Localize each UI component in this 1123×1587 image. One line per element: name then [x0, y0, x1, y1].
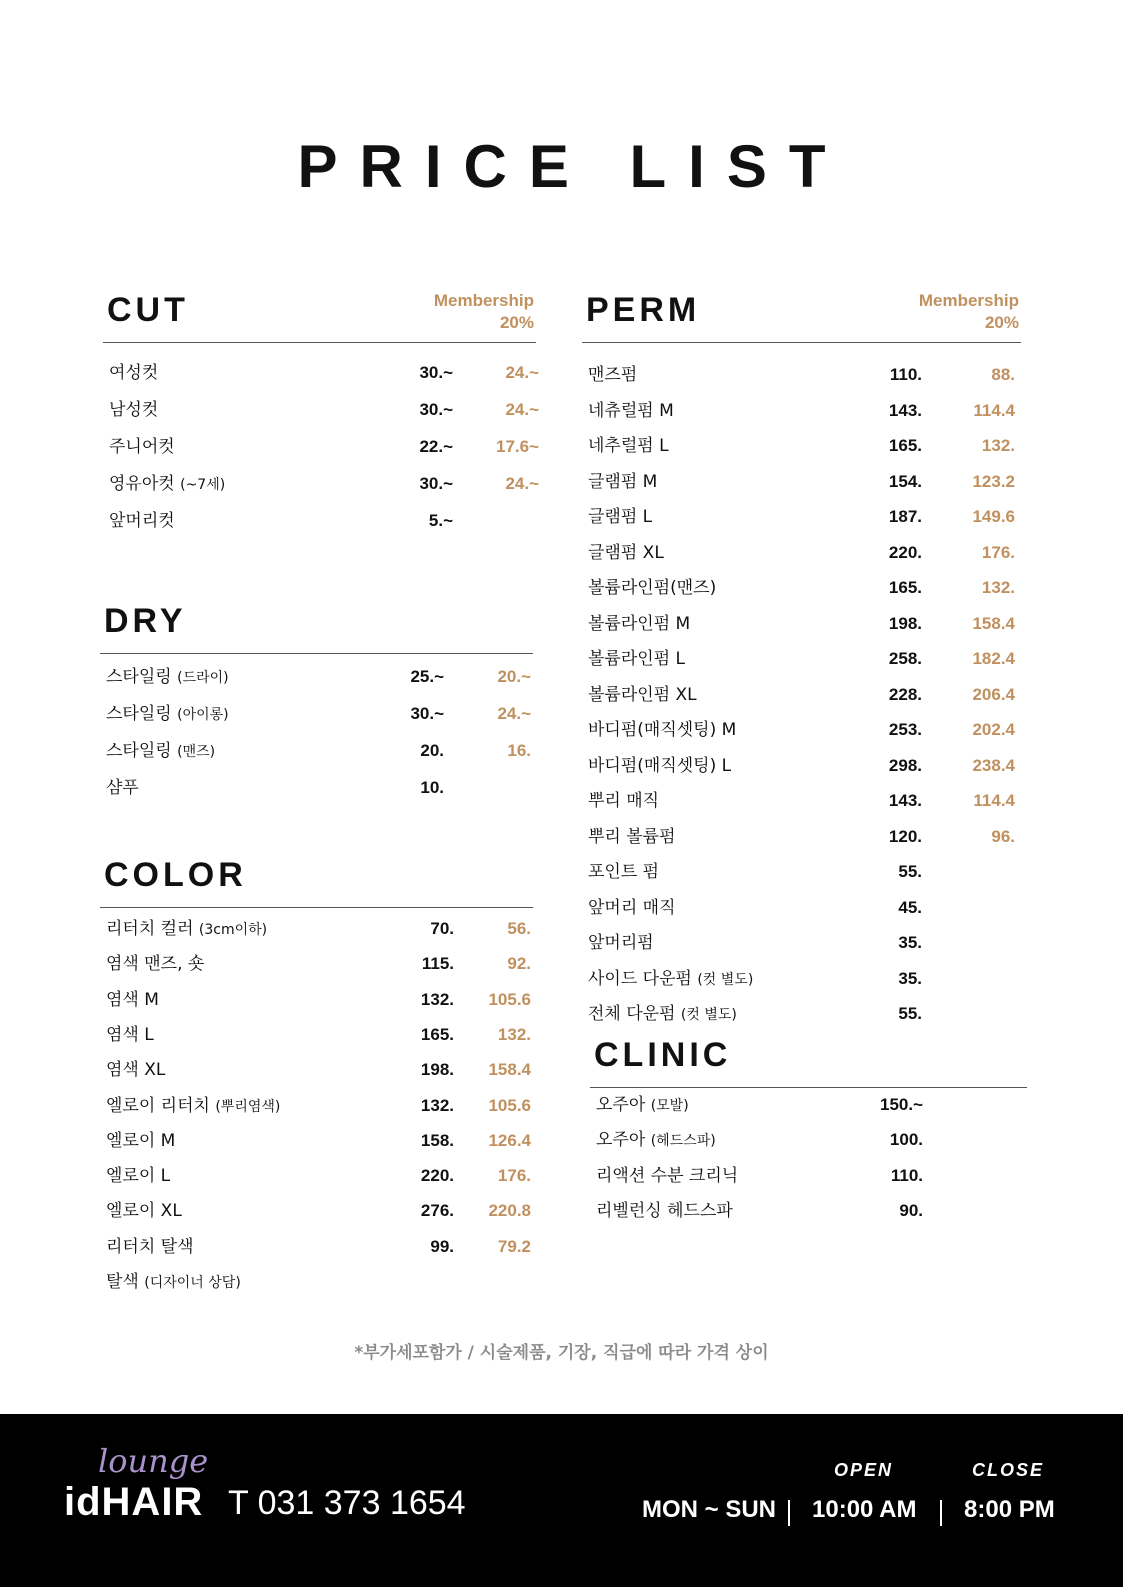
tax-note: *부가세포함가 / 시술제품, 기장, 직급에 따라 가격 상이 [354, 1343, 769, 1363]
membership-price: 24.~ [505, 474, 539, 493]
perm-price-row [582, 644, 1021, 674]
regular-price: 228. [888, 684, 922, 704]
dry-price-row [100, 773, 533, 803]
membership-price: 105.6 [488, 989, 531, 1009]
membership-price: 114.4 [973, 400, 1015, 420]
color-price-row [100, 949, 533, 979]
clinic-price-row [590, 1125, 1027, 1155]
divider [940, 1500, 942, 1526]
cut-header [103, 290, 536, 343]
service-name: 네츄럴펌 M [588, 400, 674, 421]
color-price-row [100, 1232, 533, 1262]
membership-price: 88. [991, 365, 1015, 384]
perm-price-row [582, 396, 1021, 426]
color-price-row [100, 914, 533, 944]
regular-price: 20. [420, 741, 444, 760]
color-title: COLOR [104, 856, 247, 894]
membership-price: 206.4 [972, 684, 1015, 704]
perm-price-row [582, 964, 1021, 994]
regular-price: 258. [888, 649, 922, 668]
divider [788, 1500, 790, 1526]
logo: idHAIR [64, 1480, 204, 1524]
perm-price-row [582, 893, 1021, 923]
service-name: 주니어컷 [109, 437, 175, 457]
service-note: (뿌리염색) [215, 1098, 281, 1115]
perm-price-row [582, 467, 1021, 497]
dry-price-row [100, 736, 533, 766]
clinic-price-row [590, 1161, 1027, 1191]
service-name: 볼륨라인펌 M [588, 613, 691, 634]
membership-price: 24.~ [505, 400, 539, 419]
service-name: 사이드 다운펌 (컷 별도) [588, 968, 754, 989]
clinic-header [590, 1035, 1027, 1088]
service-name: 샴푸 [106, 778, 139, 798]
service-name: 여성컷 [109, 363, 159, 383]
service-note: (컷 별도) [680, 1007, 737, 1023]
service-name: 볼륨라인펌(맨즈) [588, 578, 717, 598]
perm-price-row [582, 360, 1021, 390]
regular-price: 55. [898, 1004, 922, 1023]
cut-title: CUT [107, 291, 189, 329]
service-name: 볼륨라인펌 XL [588, 684, 697, 705]
color-price-row [100, 1126, 533, 1156]
regular-price: 158. [420, 1130, 454, 1150]
regular-price: 110. [889, 365, 922, 384]
service-name: 엘로이 L [106, 1166, 171, 1187]
service-name: 염색 M [106, 989, 159, 1010]
service-note: (아이롱) [177, 707, 229, 723]
clinic-price-row [590, 1196, 1027, 1226]
footer [0, 1414, 1123, 1587]
regular-price: 165. [888, 578, 922, 597]
perm-price-row [582, 822, 1021, 852]
membership-price: 132. [497, 1024, 531, 1044]
service-name: 염색 맨즈, 숏 [106, 954, 205, 975]
perm-price-row [582, 999, 1021, 1029]
service-note: (~7세) [180, 477, 226, 493]
regular-price: 30.~ [419, 400, 453, 419]
cut-price-row [103, 358, 539, 388]
regular-price: 187. [888, 507, 922, 526]
clinic-title: CLINIC [594, 1036, 732, 1074]
membership-price: 20.~ [497, 667, 531, 686]
service-name: 뿌리 매직 [588, 791, 660, 811]
regular-price: 220. [888, 542, 922, 562]
membership-price: 149.6 [972, 507, 1015, 526]
service-name: 전체 다운펌 (컷 별도) [588, 1004, 737, 1024]
dry-price-row [100, 699, 533, 729]
service-note: (헤드스파) [650, 1133, 716, 1150]
service-name: 바디펌(매직셋팅) M [588, 720, 737, 740]
regular-price: 70. [430, 919, 454, 938]
service-name: 오주아 (헤드스파) [596, 1130, 716, 1151]
cut-price-row [103, 469, 539, 499]
service-note: (디자이너 상담) [144, 1275, 241, 1291]
close-time: 8:00 PM [964, 1496, 1055, 1523]
membership-price: 16. [507, 741, 531, 760]
membership-price: 56. [507, 919, 531, 938]
service-name: 바디펌(매직셋팅) L [588, 755, 732, 776]
color-price-row [100, 1267, 533, 1297]
service-name: 포인트 펌 [588, 862, 660, 882]
clinic-section [590, 1035, 1027, 1221]
service-name: 엘로이 XL [106, 1201, 182, 1222]
service-name: 앞머리 매직 [588, 897, 676, 918]
cut-price-row [103, 432, 539, 462]
service-name: 글램펌 XL [588, 542, 664, 563]
regular-price: 30.~ [419, 363, 453, 382]
service-name: 뿌리 볼륨펌 [588, 826, 676, 847]
service-note: (모발) [650, 1098, 689, 1114]
regular-price: 30.~ [419, 474, 453, 493]
service-name: 앞머리컷 [109, 511, 175, 531]
regular-price: 298. [888, 755, 922, 775]
regular-price: 45. [898, 897, 922, 917]
color-price-row [100, 1161, 533, 1191]
service-name: 탈색 (디자이너 상담) [106, 1272, 241, 1292]
regular-price: 5.~ [428, 511, 453, 530]
regular-price: 132. [420, 989, 454, 1009]
color-price-row [100, 1196, 533, 1226]
regular-price: 110. [890, 1165, 923, 1185]
service-name: 염색 XL [106, 1060, 166, 1081]
service-note: (맨즈) [177, 744, 216, 760]
service-name: 염색 L [106, 1024, 154, 1045]
regular-price: 115. [421, 954, 454, 974]
perm-price-row [582, 786, 1021, 816]
service-name: 글램펌 L [588, 507, 653, 527]
open-time: 10:00 AM [812, 1496, 917, 1523]
service-name: 리액션 수분 크리닉 [596, 1165, 739, 1186]
perm-header [582, 290, 1021, 343]
service-name: 스타일링 (맨즈) [106, 741, 216, 761]
page-title: PRICE LIST [297, 133, 848, 200]
service-name: 맨즈펌 [588, 365, 638, 385]
regular-price: 25.~ [410, 667, 444, 686]
service-name: 스타일링 (아이롱) [106, 704, 229, 724]
regular-price: 150.~ [879, 1095, 923, 1114]
membership-price: 24.~ [505, 363, 539, 382]
color-price-row [100, 985, 533, 1015]
service-name: 네추럴펌 L [588, 436, 669, 456]
membership-price: 158.4 [488, 1060, 531, 1080]
service-name: 리터치 탈색 [106, 1236, 194, 1257]
cut-membership-label: Membership 20% [433, 291, 534, 332]
regular-price: 143. [888, 400, 922, 420]
service-name: 엘로이 M [106, 1130, 176, 1151]
regular-price: 198. [888, 613, 922, 633]
color-section [100, 855, 533, 1292]
service-name: 영유아컷 (~7세) [109, 474, 226, 494]
regular-price: 90. [899, 1200, 923, 1220]
days-open: MON ~ SUN [642, 1496, 777, 1523]
color-price-row [100, 1055, 533, 1085]
dry-section [100, 601, 533, 798]
membership-price: 17.6~ [495, 437, 539, 456]
regular-price: 120. [888, 826, 922, 846]
membership-price: 202.4 [972, 720, 1015, 739]
phone-number: T 031 373 1654 [228, 1484, 466, 1522]
service-name: 리벨런싱 헤드스파 [596, 1200, 733, 1221]
color-price-row [100, 1091, 533, 1121]
perm-title: PERM [586, 291, 701, 329]
regular-price: 55. [898, 862, 922, 881]
regular-price: 253. [888, 720, 922, 739]
regular-price: 99. [430, 1236, 454, 1256]
service-name: 리터치 컬러 (3cm이하) [106, 919, 268, 939]
service-note: (드라이) [177, 670, 229, 686]
cut-section [103, 290, 539, 531]
membership-price: 105.6 [488, 1095, 531, 1115]
membership-price: 96. [991, 826, 1015, 846]
membership-price: 92. [507, 954, 531, 974]
color-price-row [100, 1020, 533, 1050]
clinic-price-row [590, 1090, 1027, 1120]
membership-price: 114.4 [973, 791, 1015, 810]
membership-price: 176. [497, 1166, 531, 1186]
perm-section [582, 290, 1021, 1024]
membership-price: 220.8 [488, 1201, 531, 1221]
cut-price-row [103, 395, 539, 425]
service-name: 엘로이 리터치 (뿌리염색) [106, 1095, 281, 1116]
membership-price: 132. [981, 436, 1015, 455]
cut-price-row [103, 506, 536, 536]
perm-price-row [582, 573, 1021, 603]
perm-membership-label: Membership 20% [918, 291, 1019, 332]
service-name: 앞머리펌 [588, 933, 654, 953]
membership-price: 24.~ [497, 704, 531, 723]
dry-title: DRY [104, 602, 187, 640]
membership-price: 79.2 [497, 1236, 531, 1256]
membership-price: 238.4 [972, 755, 1015, 775]
regular-price: 30.~ [410, 704, 444, 723]
regular-price: 100. [889, 1130, 923, 1150]
service-name: 글램펌 M [588, 471, 658, 492]
perm-price-row [582, 680, 1021, 710]
regular-price: 143. [888, 791, 922, 810]
perm-price-row [582, 715, 1021, 745]
regular-price: 22.~ [419, 437, 453, 456]
membership-price: 123.2 [972, 471, 1015, 491]
regular-price: 132. [420, 1095, 454, 1115]
perm-price-row [582, 751, 1021, 781]
perm-price-row [582, 431, 1021, 461]
service-note: (3cm이하) [198, 922, 268, 938]
dry-price-row [100, 662, 533, 692]
color-header [100, 855, 533, 908]
membership-price: 132. [981, 578, 1015, 597]
service-name: 남성컷 [109, 400, 159, 420]
service-name: 스타일링 (드라이) [106, 667, 229, 687]
regular-price: 276. [420, 1201, 454, 1221]
service-name: 볼륨라인펌 L [588, 649, 685, 669]
logo-script: lounge [98, 1442, 209, 1480]
close-label: CLOSE [972, 1460, 1045, 1480]
regular-price: 165. [888, 436, 922, 455]
regular-price: 35. [898, 933, 922, 952]
service-name: 오주아 (모발) [596, 1095, 689, 1115]
regular-price: 35. [898, 968, 922, 988]
membership-price: 126.4 [488, 1130, 531, 1150]
regular-price: 165. [420, 1024, 454, 1044]
perm-price-row [582, 857, 1021, 887]
perm-price-row [582, 928, 1021, 958]
membership-price: 176. [981, 542, 1015, 562]
regular-price: 10. [420, 778, 444, 797]
regular-price: 220. [420, 1166, 454, 1186]
membership-price: 182.4 [972, 649, 1015, 668]
perm-price-row [582, 502, 1021, 532]
regular-price: 154. [888, 471, 922, 491]
service-note: (컷 별도) [697, 971, 754, 988]
open-label: OPEN [834, 1460, 894, 1480]
perm-price-row [582, 538, 1021, 568]
membership-price: 158.4 [972, 613, 1015, 633]
dry-header [100, 601, 533, 654]
regular-price: 198. [420, 1060, 454, 1080]
perm-price-row [582, 609, 1021, 639]
